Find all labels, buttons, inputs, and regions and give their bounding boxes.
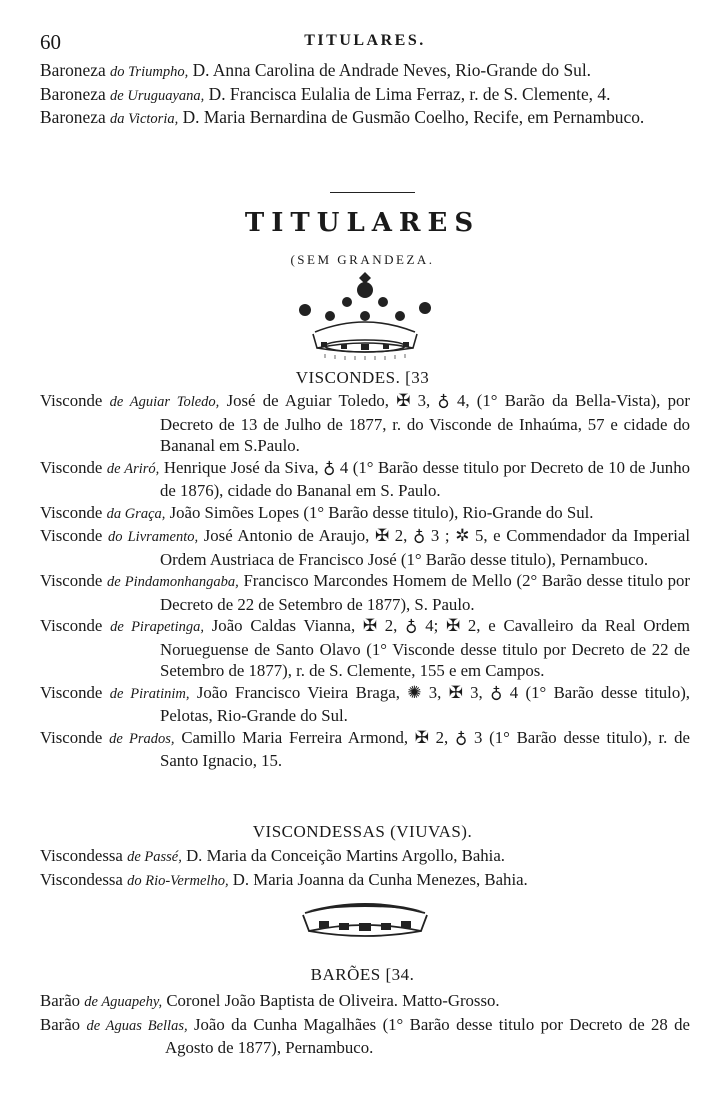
entry-title: da Graça,	[106, 505, 166, 522]
entry-text: Henrique José da Siva, ♁ 4 (1° Barão desse titulo por Decreto de 10 de Junho de 1876), cidade do Bananal em S. Paulo.	[160, 457, 690, 500]
list-item	[40, 727, 690, 772]
entry-text: João Francisco Vieira Braga, ✺ 3, ✠ 3, ♁ 4 (1° Barão desse titulo), Pelotas, Rio-Grande do Sul.	[160, 682, 690, 725]
list-item	[40, 390, 690, 457]
viscondessas-heading: VISCONDESSAS (VIUVAS).	[252, 822, 473, 841]
list-item	[40, 457, 690, 502]
section-divider	[330, 192, 415, 193]
list-item	[40, 570, 690, 615]
list-item	[40, 869, 690, 893]
list-item	[40, 1014, 690, 1059]
viscondes-heading: VISCONDES. [33	[295, 368, 430, 387]
viscondes-list	[40, 390, 690, 772]
entry-text: D. Maria Joanna da Cunha Menezes, Bahia.	[232, 869, 528, 889]
entry-rank: Visconde	[40, 502, 103, 522]
entry-rank: Barão	[40, 991, 81, 1010]
entry-text: José de Aguiar Toledo, ✠ 3, ♁ 4, (1° Barão da Bella-Vista), por Decreto de 13 de Julho de 1877, r. do Visconde de Inhaúma, 57 e cidade do Bananal em S.Paulo.	[160, 391, 690, 455]
entry-text: Francisco Marcondes Homem de Mello (2° Barão desse titulo por Decreto de 22 de Setembro de 1877), S. Paulo.	[160, 571, 690, 614]
entry-rank: Baroneza	[40, 60, 106, 80]
entry-rank: Visconde	[40, 727, 103, 747]
entry-title: da Victoria,	[110, 111, 179, 127]
list-item	[40, 845, 690, 869]
running-title: TITULARES.	[304, 32, 426, 49]
entry-title: do Triumpho,	[110, 64, 189, 80]
list-item	[40, 682, 690, 727]
list-item	[40, 60, 690, 84]
entry-text: Camillo Maria Ferreira Armond, ✠ 2, ♁ 3 (1° Barão desse titulo), r. de Santo Ignacio, 15.	[160, 727, 690, 770]
entry-text: D. Francisca Eulalia de Lima Ferraz, r. de S. Clemente, 4.	[208, 83, 611, 104]
entry-title: de Aguiar Toledo,	[109, 394, 220, 410]
entry-title: de Prados,	[109, 730, 175, 747]
entry-text: D. Maria da Conceição Martins Argollo, Bahia.	[186, 846, 505, 865]
entry-title: de Aguas Bellas,	[86, 1017, 188, 1034]
page-number: 60	[40, 30, 61, 54]
entry-rank: Visconde	[40, 682, 103, 702]
baroes-heading: BARÕES [34.	[310, 965, 415, 984]
entry-title: de Piratinim,	[109, 685, 190, 702]
entry-title: de Pirapetinga,	[110, 619, 204, 635]
count-crown-ornament-icon	[285, 272, 445, 360]
entry-rank: Visconde	[40, 616, 103, 635]
entry-rank: Viscondessa	[40, 869, 123, 889]
entry-title: de Aguapehy,	[84, 994, 163, 1010]
baron-crown-ornament-icon	[295, 893, 435, 943]
entry-rank: Visconde	[40, 457, 103, 477]
entry-title: de Uruguayana,	[110, 87, 205, 104]
entry-title: do Livramento,	[108, 529, 199, 545]
entry-text: João Caldas Vianna, ✠ 2, ♁ 4; ✠ 2, e Cavalleiro da Real Ordem Norueguense de Santo Olavo (1° Visconde desse titulo por Decreto de 22 de Setembro de 1877), r. de S. Clemente, 155 e em Campos.	[160, 616, 690, 680]
entry-rank: Viscondessa	[40, 846, 123, 865]
list-item	[40, 107, 690, 131]
viscondessas-list	[40, 845, 690, 892]
section-subtitle: (SEM GRANDEZA.	[290, 252, 435, 267]
list-item	[40, 84, 690, 108]
section-title: TITULARES	[244, 208, 481, 238]
entry-title: de Pindamonhangaba,	[107, 574, 239, 590]
entry-title: do Rio-Vermelho,	[127, 872, 229, 889]
entry-rank: Visconde	[40, 391, 103, 410]
entry-rank: Visconde	[40, 526, 103, 545]
entry-text: Coronel João Baptista de Oliveira. Matto-Grosso.	[166, 991, 500, 1010]
list-item	[40, 615, 690, 682]
entry-rank: Visconde	[40, 571, 103, 590]
list-item	[40, 525, 690, 570]
entry-text: D. Maria Bernardina de Gusmão Coelho, Recife, em Pernambuco.	[182, 107, 645, 127]
list-item	[40, 990, 690, 1014]
baronezas-list	[40, 60, 690, 131]
entry-rank: Barão	[40, 1014, 81, 1034]
entry-rank: Baroneza	[40, 83, 106, 104]
entry-title: de Passé,	[127, 849, 182, 865]
entry-text: D. Anna Carolina de Andrade Neves, Rio-Grande do Sul.	[192, 60, 592, 80]
baroes-list	[40, 990, 690, 1059]
entry-rank: Baroneza	[40, 107, 106, 127]
page-header	[40, 30, 690, 52]
entry-text: João da Cunha Magalhães (1° Barão desse titulo por Decreto de 28 de Agosto de 1877), Pernambuco.	[165, 1014, 690, 1057]
entry-text: José Antonio de Araujo, ✠ 2, ♁ 3 ; ✲ 5, e Commendador da Imperial Ordem Austriaca de Francisco José (1° Barão desse titulo), Pernambuco.	[160, 526, 690, 569]
entry-title: de Ariró,	[106, 460, 160, 477]
list-item	[40, 502, 690, 526]
entry-text: João Simões Lopes (1° Barão desse titulo), Rio-Grande do Sul.	[169, 502, 594, 522]
